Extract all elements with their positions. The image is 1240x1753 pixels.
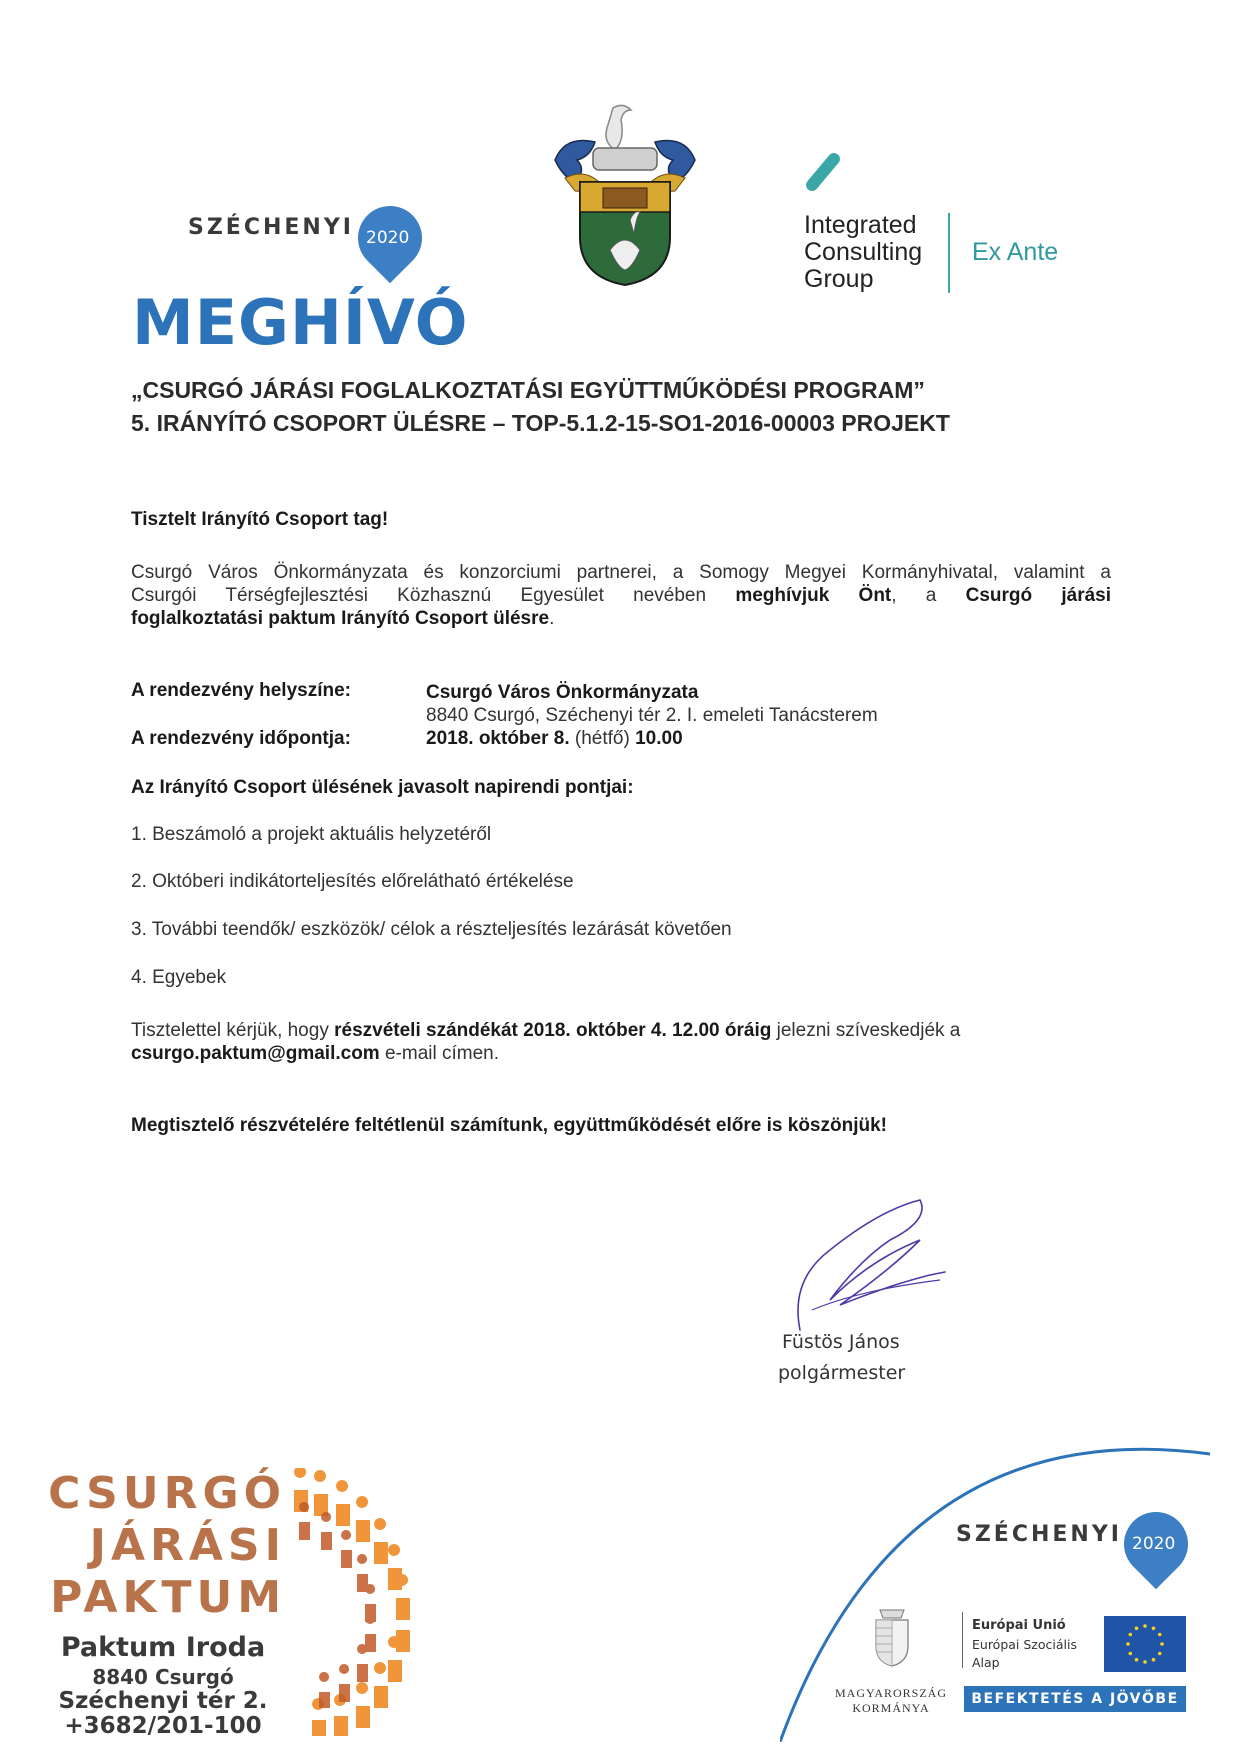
- gov-line-1: MAGYARORSZÁG: [834, 1686, 947, 1700]
- rsvp-text-3: e-mail címen.: [379, 1043, 500, 1064]
- paktum-zip-city: 8840 Csurgó: [92, 1665, 234, 1689]
- closing-sentence: Megtisztelő részvételére feltétlenül számítunk, együttműködését előre is köszönjük!: [131, 1115, 887, 1136]
- gov-line-2: KORMÁNYA: [852, 1701, 930, 1715]
- signatory-role: polgármester: [778, 1362, 906, 1384]
- footer-szechenyi-word: SZÉCHENYI: [956, 1522, 1122, 1547]
- time-hour: 10.00: [635, 728, 683, 749]
- szechenyi-year: 2020: [366, 228, 410, 248]
- signatory-name: Füstös János: [782, 1331, 900, 1353]
- rsvp-line-2: [131, 1042, 499, 1065]
- footer-szechenyi-year: 2020: [1132, 1534, 1176, 1554]
- eu-line-3: Alap: [972, 1655, 1000, 1670]
- eu-line-1: Európai Unió: [972, 1618, 1066, 1633]
- paktum-street: Széchenyi tér 2.: [58, 1688, 268, 1714]
- rsvp-text-1: Tisztelettel kérjük, hogy: [131, 1020, 335, 1041]
- paktum-word-3: PAKTUM: [50, 1572, 286, 1623]
- rsvp-email: csurgo.paktum@gmail.com: [131, 1043, 380, 1064]
- paktum-word-1: CSURGÓ: [48, 1468, 286, 1519]
- time-date: 2018. október 8.: [426, 728, 570, 749]
- coat-of-arms-icon: [535, 100, 715, 290]
- location-label: A rendezvény helyszíne:: [131, 680, 351, 701]
- intro-bold-invite: meghívjuk Önt: [735, 585, 892, 606]
- eu-separator: [962, 1612, 963, 1668]
- agenda-item: 3. További teendők/ eszközök/ célok a részteljesítés lezárását követően: [131, 919, 732, 940]
- agenda-item: 2. Októberi indikátorteljesítés előrelátható értékelése: [131, 871, 574, 892]
- paktum-office-title: Paktum Iroda: [60, 1632, 266, 1663]
- icg-line-2: Consulting: [804, 238, 923, 266]
- time-label: A rendezvény időpontja:: [131, 728, 351, 749]
- intro-line-3: [131, 607, 554, 630]
- location-name: Csurgó Város Önkormányzata: [426, 682, 699, 703]
- people-wreath-icon: [290, 1468, 440, 1738]
- rsvp-text-2: jelezni szíveskedjék a: [771, 1020, 961, 1041]
- rsvp-line-1: [131, 1019, 960, 1042]
- agenda-item: 1. Beszámoló a projekt aktuális helyzetéről: [131, 824, 492, 845]
- subtitle-line-2: 5. IRÁNYÍTÓ CSOPORT ÜLÉSRE – TOP-5.1.2-15-SO1-2016-00003 PROJEKT: [131, 410, 950, 436]
- signature-scribble: [770, 1190, 950, 1340]
- intro-line-2: [131, 584, 1111, 607]
- eu-line-2: Európai Szociális: [972, 1637, 1077, 1652]
- icg-separator: [948, 213, 950, 293]
- szechenyi-logo-word: SZÉCHENYI: [188, 215, 354, 240]
- szechenyi-pin-icon: [1124, 1512, 1188, 1592]
- subtitle-line-1: „CSURGÓ JÁRÁSI FOGLALKOZTATÁSI EGYÜTTMŰKÖDÉSI PROGRAM”: [131, 377, 925, 403]
- hungarian-coat-of-arms-icon: [872, 1606, 912, 1668]
- rsvp-deadline: részvételi szándékát 2018. október 4. 12.00 óráig: [334, 1020, 772, 1041]
- intro-text-1: Csurgó Város Önkormányzata és konzorciumi partnerei, a Somogy Megyei Kormányhivatal, valamint a: [131, 562, 1111, 583]
- befektetes-slogan: BEFEKTETÉS A JÖVŐBE: [964, 1686, 1186, 1712]
- icg-slash-icon: [804, 151, 843, 194]
- intro-text-2: Csurgói Térségfejlesztési Közhasznú Egyesület nevében: [131, 585, 707, 606]
- intro-text-end: .: [549, 608, 555, 629]
- intro-line-1: [131, 561, 1111, 584]
- greeting: Tisztelt Irányító Csoport tag!: [131, 509, 389, 530]
- icg-line-3: Group: [804, 265, 874, 293]
- page-title: MEGHÍVÓ: [132, 286, 469, 359]
- paktum-word-2: JÁRÁSI: [89, 1520, 286, 1571]
- location-address: 8840 Csurgó, Széchenyi tér 2. I. emeleti Tanácsterem: [426, 705, 878, 726]
- intro-bold-csurgo: Csurgó járási: [965, 585, 1112, 606]
- icg-line-1: Integrated: [804, 211, 917, 239]
- agenda-title: Az Irányító Csoport ülésének javasolt napirendi pontjai:: [131, 777, 634, 798]
- paktum-phone: +3682/201-100: [64, 1713, 262, 1739]
- time-day: (hétfő): [569, 728, 636, 749]
- time-value: [426, 727, 683, 750]
- intro-text-3: , a: [891, 585, 937, 606]
- eu-flag-icon: [1104, 1616, 1186, 1672]
- intro-bold-paktum: foglalkoztatási paktum Irányító Csoport ülésre: [131, 608, 550, 629]
- agenda-item: 4. Egyebek: [131, 967, 227, 988]
- szechenyi-pin-icon: [358, 206, 422, 286]
- ex-ante-label: Ex Ante: [972, 238, 1059, 266]
